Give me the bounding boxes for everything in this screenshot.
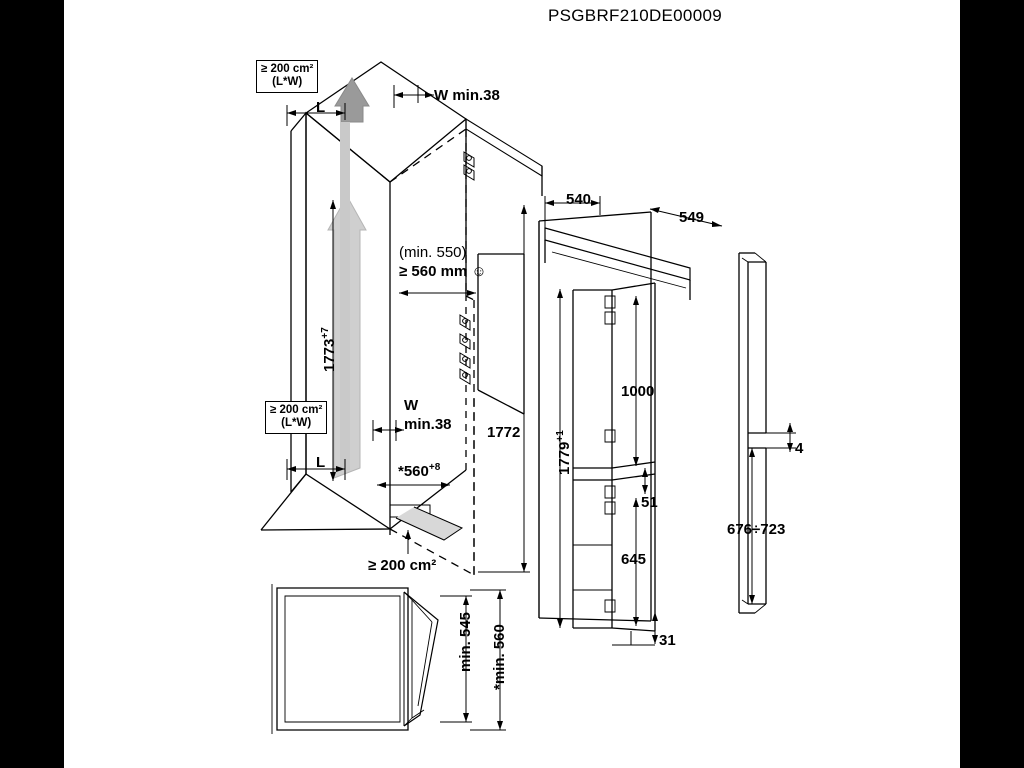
label-w-min-lower-1: W: [404, 397, 419, 414]
label-gap-51: 51: [641, 494, 658, 511]
label-door-open-min-545: min. 545: [457, 611, 474, 672]
label-vent-top: [256, 60, 318, 93]
label-appliance-total-height: 1772: [487, 424, 521, 441]
label-niche-height: $1773^{+7}$: [320, 327, 338, 372]
label-w-min-top: W min.38: [434, 87, 500, 104]
label-appliance-depth-540: 540: [566, 191, 592, 208]
label-plinth-31: 31: [659, 632, 676, 649]
label-niche-depth-min: (min. 550): [399, 244, 467, 261]
label-door-gap-4: 4: [795, 440, 804, 457]
label-appliance-depth-549: 549: [679, 209, 705, 226]
label-vent-top-text: ≥ 200 cm² (L*W): [261, 63, 314, 89]
label-appliance-height-1779: $1779^{+1}$: [555, 430, 573, 475]
label-freezer-compartment: 645: [621, 551, 647, 568]
label-w-min-lower-2: min.38: [404, 416, 452, 433]
label-vent-bottom-area: ≥ 200 cm²: [368, 557, 437, 574]
label-door-height-range: 676÷723: [727, 521, 786, 538]
label-l-lower: L: [316, 454, 326, 471]
label-l-top: L: [316, 99, 326, 116]
document-code: PSGBRF210DE00009: [548, 6, 722, 25]
label-vent-bottom-left: [265, 401, 327, 434]
label-fridge-compartment: 1000: [621, 383, 655, 400]
label-niche-width: $*560^{+8}$: [398, 462, 441, 480]
label-vent-bottom-left-text: ≥ 200 cm² (L*W): [270, 404, 323, 430]
label-niche-depth: ≥ 560 mm ☺: [399, 263, 487, 280]
label-door-open-min-560: *min. 560: [491, 624, 508, 690]
